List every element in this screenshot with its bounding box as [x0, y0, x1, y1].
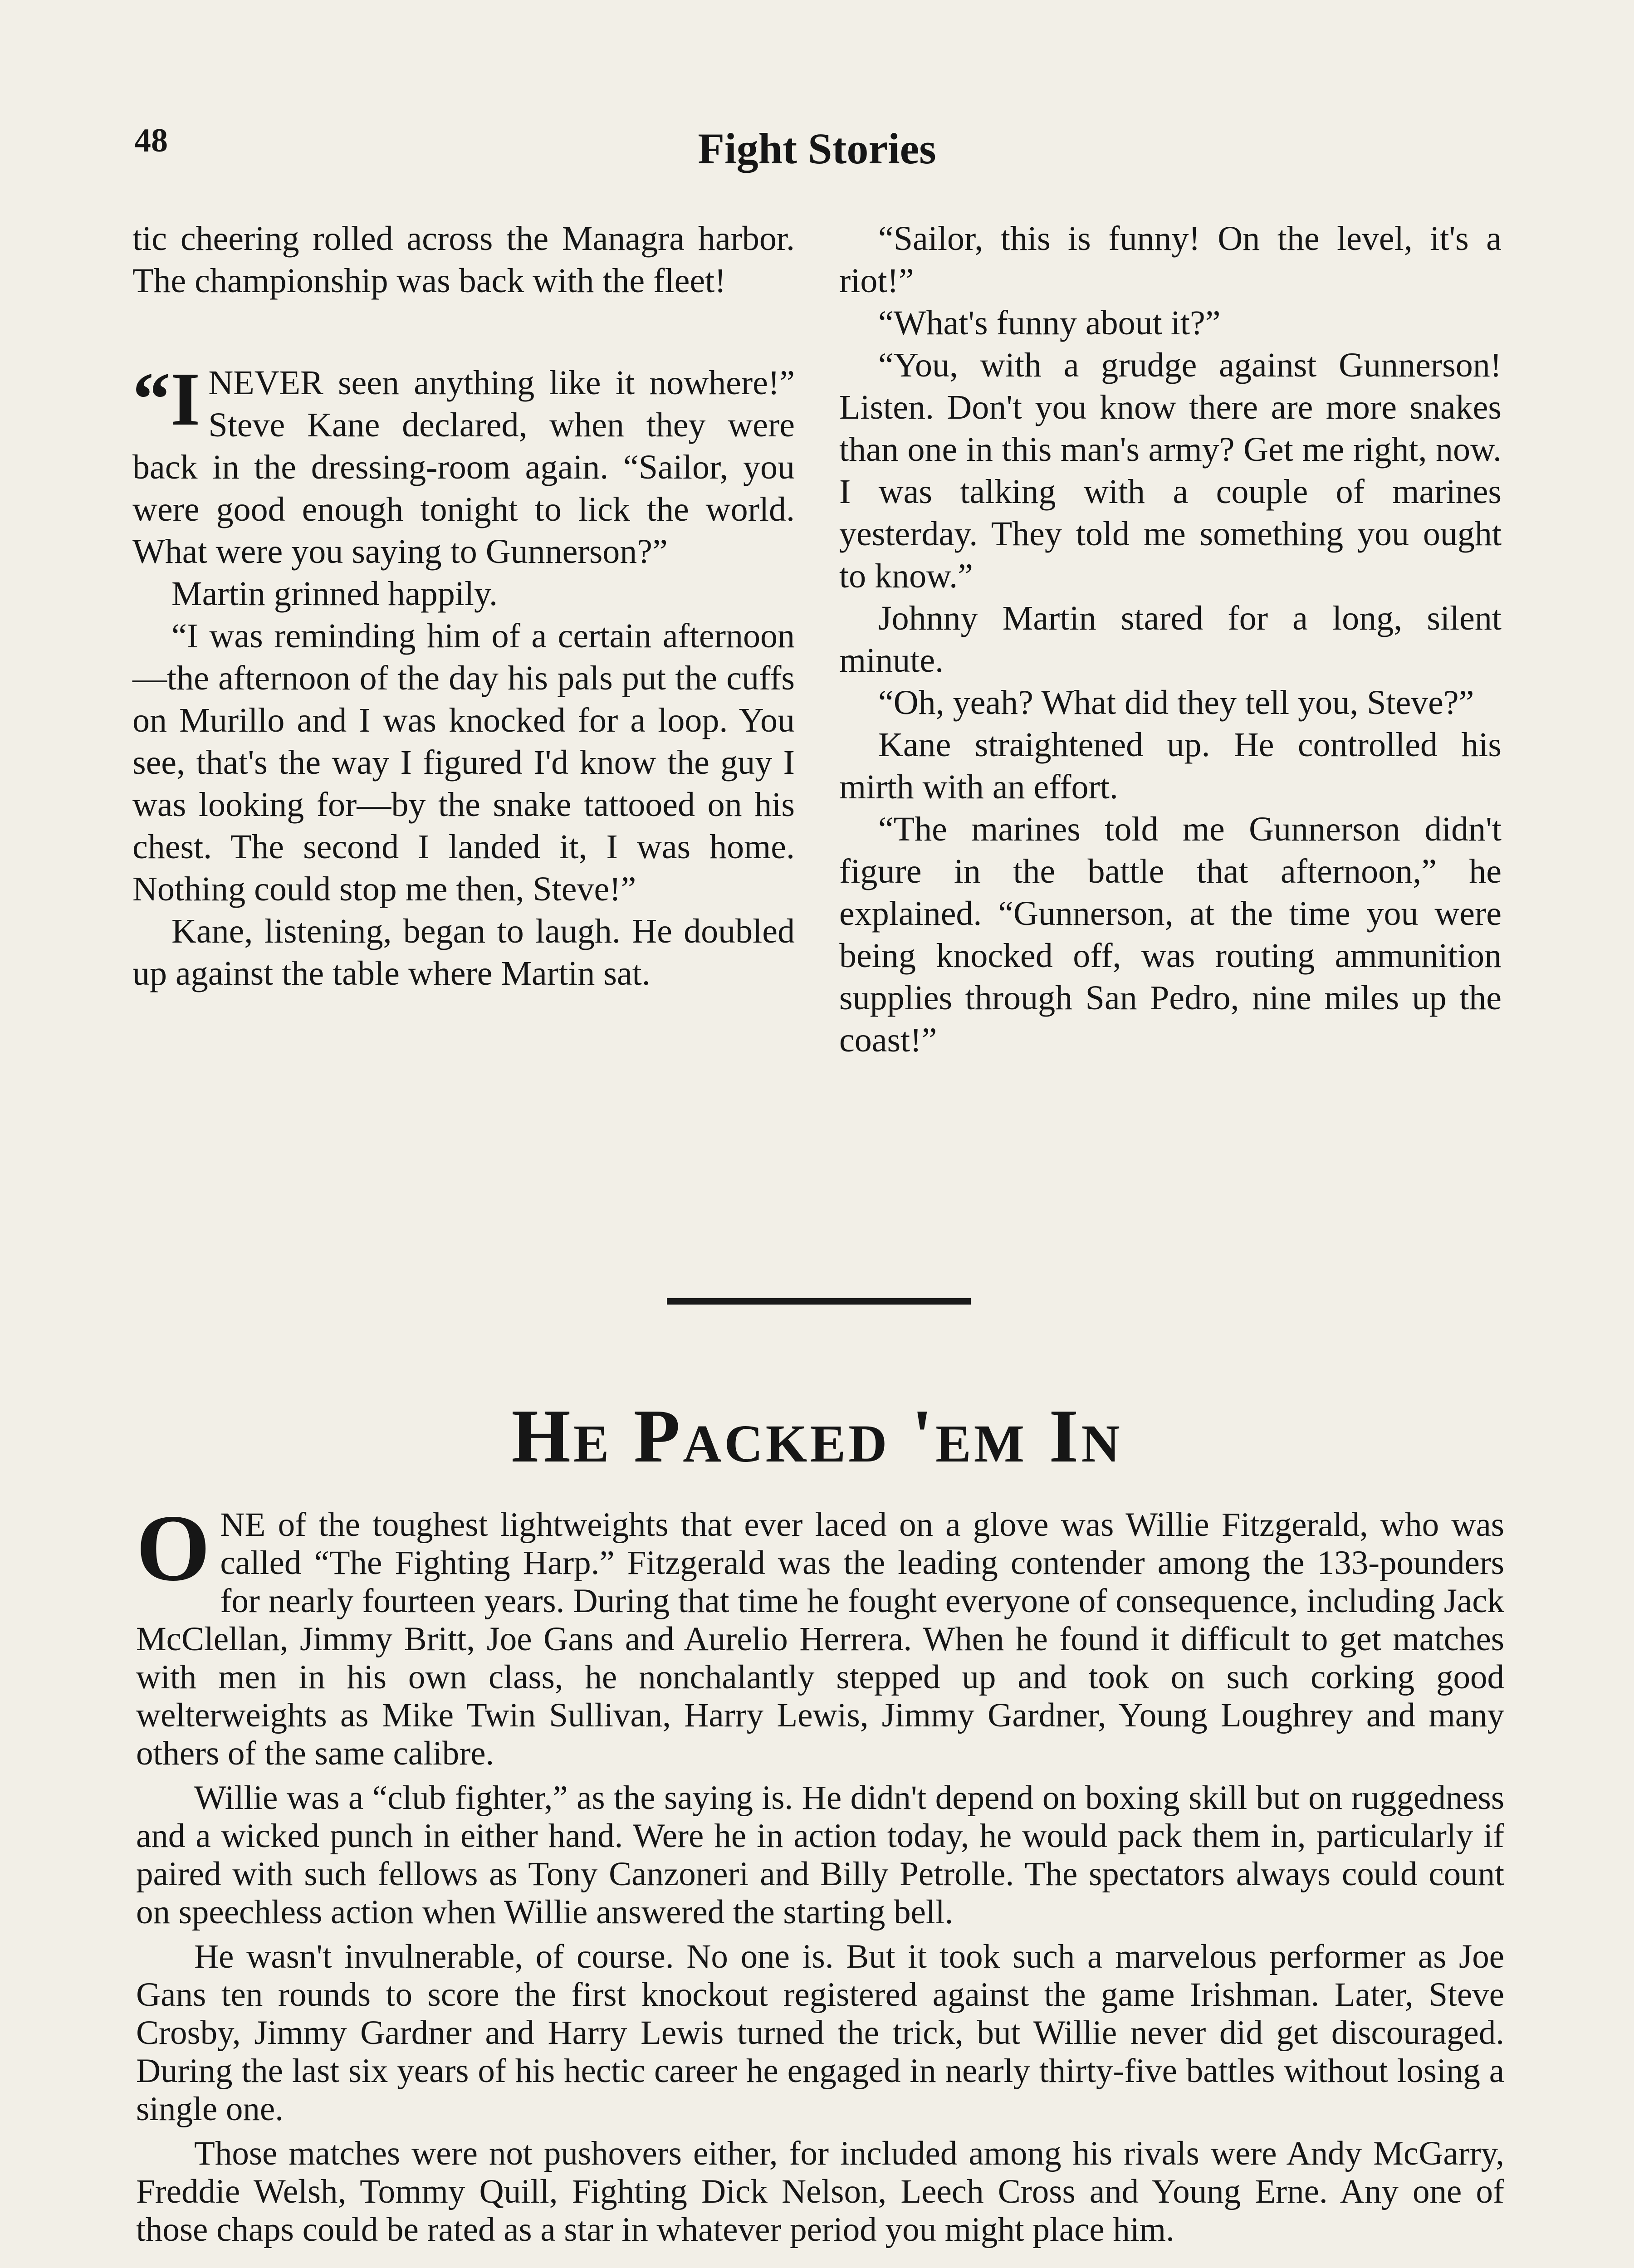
article-title: He Packed 'em In — [511, 1394, 1123, 1478]
right-column — [839, 218, 1502, 1061]
drop-cap: O — [136, 1496, 210, 1601]
drop-cap: “I — [132, 357, 201, 441]
paragraph: Martin grinned happily. — [171, 575, 498, 613]
paragraph: Kane straightened up. He controlled his mirth with an effort. — [839, 726, 1502, 806]
paragraph: Those matches were not pushovers either, for included among his rivals were Andy McGarry, Freddie Welsh, Tommy Quill, Fighting Dick Nelson, Leech Cross and Young Erne. Any one of those chaps could be rated as a star in whatever period you might place him. — [136, 2135, 1504, 2248]
paragraph-text: NE of the toughest lightweights that ever laced on a glove was Willie Fitzgerald, who was called “The Fighting Harp.” Fitzgerald was the leading contender among the 133-pounders for nearly fourteen years. During that time he fought everyone of consequence, including Jack McClellan, Jimmy Britt, Joe Gans and Aurelio Herrera. When he found it difficult to get matches with men in his own class, he nonchalantly stepped up and took on such corking good welterweights as Mike Twin Sullivan, Harry Lewis, Jimmy Gardner, Young Loughrey and many others of the same calibre. — [136, 1506, 1504, 1772]
paragraph: “You, with a grudge against Gunnerson! Listen. Don't you know there are more snakes than one in this man's army? Get me right, now. I was talking with a couple of marines yesterday. They told me something you ought to know.” — [839, 346, 1502, 595]
paragraph: “I was reminding him of a certain afternoon—the afternoon of the day his pals put the cuffs on Murillo and I was knocked for a loop. You see, that's the way I figured I'd know the guy I was looking for—by the snake tattooed on his chest. The second I landed it, I was home. Nothing could stop me then, Steve!” — [132, 617, 795, 908]
page-number: 48 — [134, 122, 168, 159]
running-head: Fight Stories — [698, 124, 936, 173]
paragraph: “Oh, yeah? What did they tell you, Steve?” — [878, 684, 1474, 722]
left-column — [132, 218, 795, 995]
section-divider — [667, 1298, 971, 1305]
paragraph: “What's funny about it?” — [878, 304, 1221, 342]
paragraph: He wasn't invulnerable, of course. No one is. But it took such a marvelous performer as Joe Gans ten rounds to score the first knockout registered against the game Irishman. Later, Steve Crosby, Jimmy Gardner and Harry Lewis turned the trick, but Willie never did get discouraged. During the last six years of his hectic career he engaged in nearly thirty-five battles without losing a single one. — [136, 1938, 1504, 2128]
paragraph — [132, 357, 795, 573]
paragraph: “Sailor, this is funny! On the level, it's a riot!” — [839, 220, 1502, 300]
paragraph-text: NEVER seen anything like it nowhere!” Steve Kane declared, when they were back in the dressing-room again. “Sailor, you were good enough tonight to lick the world. What were you saying to Gunnerson?” — [132, 364, 795, 571]
paragraph: Willie was a “club fighter,” as the saying is. He didn't depend on boxing skill but on ruggedness and a wicked punch in either hand. Were he in action today, he would pack them in, particularly if paired with such fellows as Tony Canzoneri and Billy Petrolle. The spectators always could count on speechless action when Willie answered the starting bell. — [136, 1779, 1504, 1931]
article-body — [136, 1496, 1504, 2255]
paragraph: tic cheering rolled across the Managra harbor. The championship was back with the fleet! — [132, 220, 795, 300]
paragraph: “The marines told me Gunnerson didn't figure in the battle that afternoon,” he explained. “Gunnerson, at the time you were being knocked off, was routing ammunition supplies through San Pedro, nine miles up the coast!” — [839, 810, 1502, 1059]
paragraph: Johnny Martin stared for a long, silent minute. — [839, 599, 1502, 679]
paragraph — [136, 1496, 1504, 1773]
paragraph: Kane, listening, began to laugh. He doubled up against the table where Martin sat. — [132, 912, 795, 992]
